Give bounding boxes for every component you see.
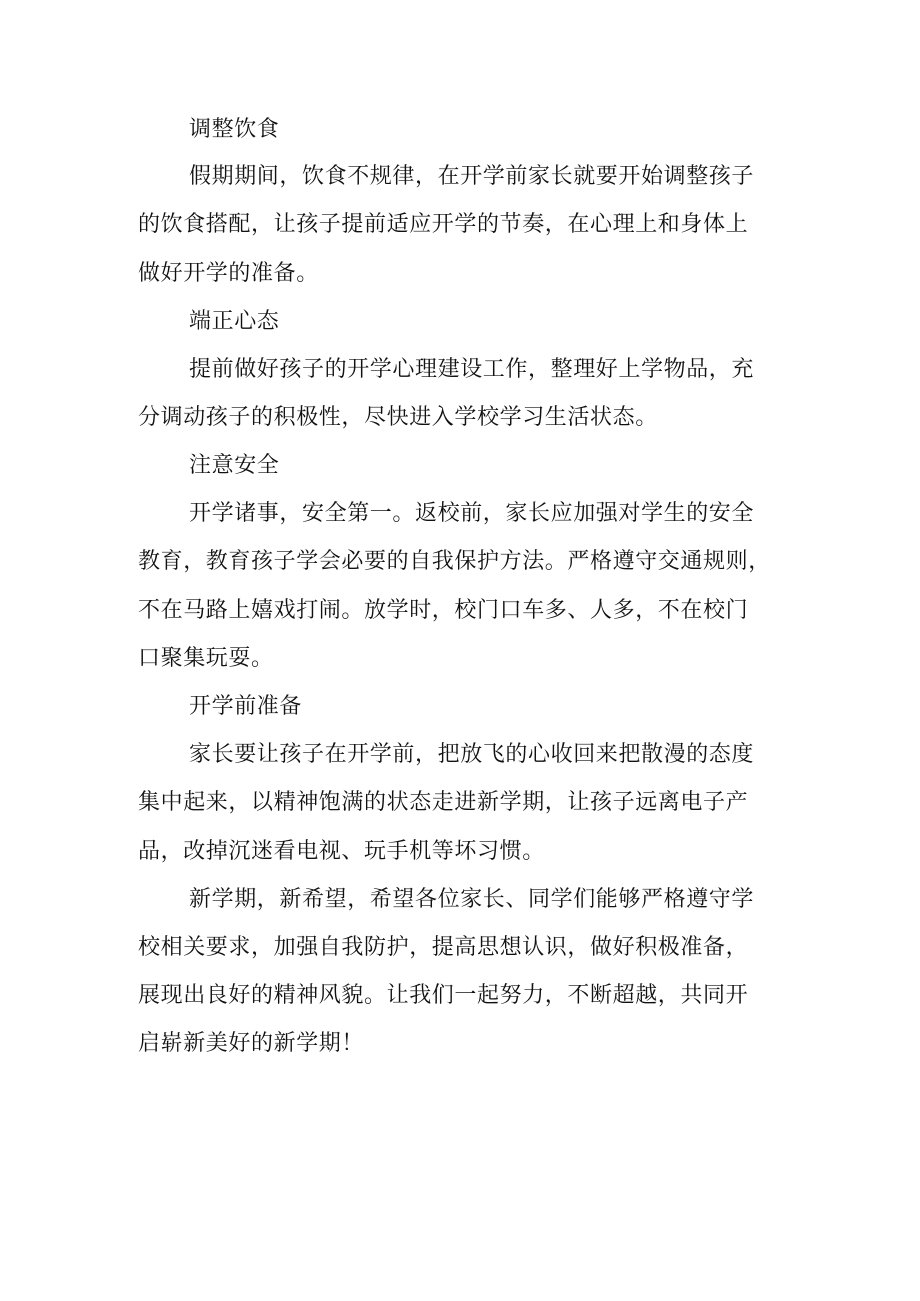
paragraph-line: 假期期间，饮食不规律，在开学前家长就要开始调整孩子 (189, 164, 755, 189)
paragraph-line: 不在马路上嬉戏打闹。放学时，校门口车多、人多，不在校门 (138, 598, 749, 623)
paragraph-line: 的饮食搭配，让孩子提前适应开学的节奏，在心理上和身体上 (138, 212, 749, 237)
paragraph-line: 口聚集玩耍。 (138, 646, 274, 671)
closing-line: 新学期，新希望，希望各位家长、同学们能够严格遵守学 (189, 887, 755, 912)
paragraph-line: 分调动孩子的积极性，尽快进入学校学习生活状态。 (138, 405, 658, 430)
closing-line: 启崭新美好的新学期！ (138, 1031, 365, 1056)
paragraph-line: 开学诸事，安全第一。返校前，家长应加强对学生的安全 (189, 501, 755, 526)
paragraph-line: 提前做好孩子的开学心理建设工作，整理好上学物品，充 (189, 357, 755, 382)
closing-line: 校相关要求，加强自我防护，提高思想认识，做好积极准备， (138, 935, 749, 960)
closing-line: 展现出良好的精神风貌。让我们一起努力，不断超越，共同开 (138, 983, 749, 1008)
section-heading: 开学前准备 (189, 694, 303, 719)
section-heading: 注意安全 (189, 453, 280, 478)
section-heading: 调整饮食 (189, 117, 280, 142)
paragraph-line: 做好开学的准备。 (138, 261, 319, 286)
paragraph-line: 品，改掉沉迷看电视、玩手机等坏习惯。 (138, 839, 545, 864)
paragraph-line: 集中起来，以精神饱满的状态走进新学期，让孩子远离电子产 (138, 790, 749, 815)
section-heading: 端正心态 (189, 309, 280, 334)
paragraph-line: 家长要让孩子在开学前，把放飞的心收回来把散漫的态度 (189, 742, 755, 767)
paragraph-line: 教育，教育孩子学会必要的自我保护方法。严格遵守交通规则， (138, 549, 771, 574)
